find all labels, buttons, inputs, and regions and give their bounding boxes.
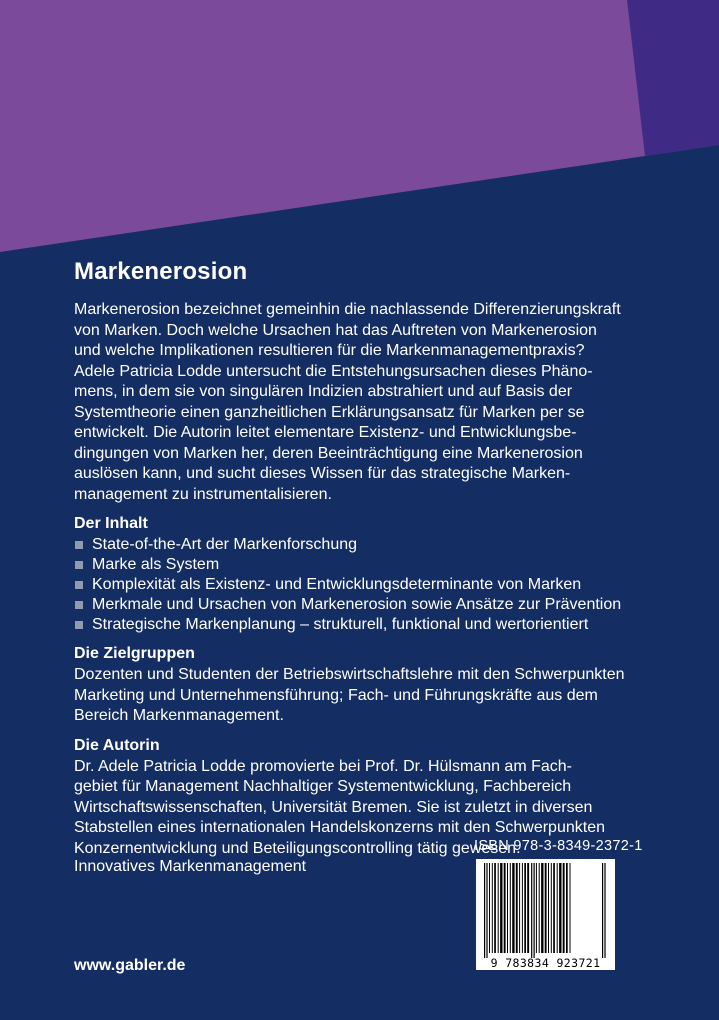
barcode-bar xyxy=(484,863,485,958)
inhalt-item: Strategische Markenplanung – strukturell, funktional und wertorientiert xyxy=(74,615,634,635)
barcode-bar xyxy=(566,863,568,953)
intro-line: auslösen kann, und sucht dieses Wissen für das strategische Marken- xyxy=(74,465,571,482)
barcode-bar xyxy=(512,863,514,953)
barcode-bar xyxy=(504,863,506,953)
intro-line: Systemtheorie einen ganzheitlichen Erklärungsansatz für Marken per se xyxy=(74,403,585,421)
isbn-label: ISBN 978-3-8349-2372-1 xyxy=(474,838,643,854)
barcode-bar xyxy=(500,863,502,953)
autorin-line: Konzernentwicklung und Beteiligungscontrolling tätig gewesen. xyxy=(74,839,521,857)
barcode-bar xyxy=(494,863,496,953)
inhalt-item: State-of-the-Art der Markenforschung xyxy=(74,535,634,555)
barcode-bar xyxy=(486,863,487,958)
barcode-bar xyxy=(534,863,535,958)
autorin-line: Dr. Adele Patricia Lodde promovierte bei Prof. Dr. Hülsmann am Fach- xyxy=(74,757,572,775)
barcode-bar xyxy=(563,863,565,953)
barcode-bar xyxy=(539,863,540,953)
back-cover-text xyxy=(74,258,634,859)
book-title: Markenerosion xyxy=(74,258,248,285)
intro-line: entwickelt. Die Autorin leitet elementare Existenz- und Entwicklungsbe- xyxy=(74,424,577,441)
publisher-website: www.gabler.de xyxy=(74,957,186,974)
zielgruppen-line: Dozenten und Studenten der Betriebswirtschaftslehre mit den Schwerpunkten xyxy=(74,666,625,683)
barcode-bar xyxy=(492,863,493,953)
intro-line: mens, in dem sie von singulären Indizien abstrahiert und auf Basis der xyxy=(74,383,573,400)
barcode-bar xyxy=(519,863,520,953)
barcode-bar xyxy=(527,863,529,953)
zielgruppen-line: Bereich Markenmanagement. xyxy=(74,707,284,724)
zielgruppen-heading: Die Zielgruppen xyxy=(74,645,195,662)
barcode-bar xyxy=(553,863,555,953)
barcode-bar xyxy=(498,863,499,953)
barcode-bar xyxy=(489,863,490,953)
barcode-bar xyxy=(510,863,511,953)
barcode-bar xyxy=(559,863,561,953)
barcode-bar xyxy=(516,863,518,953)
barcode-bar xyxy=(548,863,549,953)
barcode-bar xyxy=(536,863,537,953)
autorin-line: gebiet für Management Nachhaltiger Systementwicklung, Fachbereich xyxy=(74,778,572,795)
intro-line: von Marken. Doch welche Ursachen hat das Auftreten von Markenerosion xyxy=(74,321,597,339)
barcode-bar xyxy=(602,863,603,958)
barcode-bar xyxy=(557,863,558,953)
barcode-bar xyxy=(524,863,526,953)
barcode-bar xyxy=(570,863,571,953)
intro-line: management zu instrumentalisieren. xyxy=(74,485,332,503)
barcode-bar xyxy=(545,863,547,953)
barcode xyxy=(476,859,615,970)
inhalt-list xyxy=(74,535,634,635)
intro-line: dingungen von Marken her, deren Beeinträchtigung eine Markenerosion xyxy=(74,444,583,462)
intro-line: Adele Patricia Lodde untersucht die Entstehungsursachen dieses Phäno- xyxy=(74,362,593,380)
barcode-bars xyxy=(476,859,615,970)
barcode-digits: 9 783834 923721 xyxy=(490,956,601,970)
intro-line: Markenerosion bezeichnet gemeinhin die nachlassende Differenzierungskraft xyxy=(74,301,621,318)
intro-line: und welche Implikationen resultieren für die Markenmanagementpraxis? xyxy=(74,342,585,359)
zielgruppen-text xyxy=(74,665,634,727)
series-name: Innovatives Markenmanagement xyxy=(74,858,307,875)
barcode-bar xyxy=(522,863,523,953)
autorin-line: Stabstellen eines internationalen Handelskonzerns mit den Schwerpunkten xyxy=(74,819,605,836)
autorin-line: Wirtschaftswissenschaften, Universität Bremen. Sie ist zuletzt in diversen xyxy=(74,798,593,816)
intro-paragraph xyxy=(74,300,634,505)
barcode-bar xyxy=(531,863,532,958)
inhalt-item: Marke als System xyxy=(74,555,634,575)
barcode-bar xyxy=(551,863,552,953)
inhalt-item: Komplexität als Existenz- und Entwicklungsdeterminante von Marken xyxy=(74,575,634,595)
autorin-heading: Die Autorin xyxy=(74,736,160,754)
inhalt-item: Merkmale und Ursachen von Markenerosion sowie Ansätze zur Prävention xyxy=(74,595,634,615)
barcode-bar xyxy=(541,863,543,953)
barcode-bar xyxy=(604,863,605,958)
zielgruppen-line: Marketing und Unternehmensführung; Fach- und Führungskräfte aus dem xyxy=(74,686,598,704)
barcode-bar xyxy=(507,863,508,953)
inhalt-heading: Der Inhalt xyxy=(74,515,148,532)
